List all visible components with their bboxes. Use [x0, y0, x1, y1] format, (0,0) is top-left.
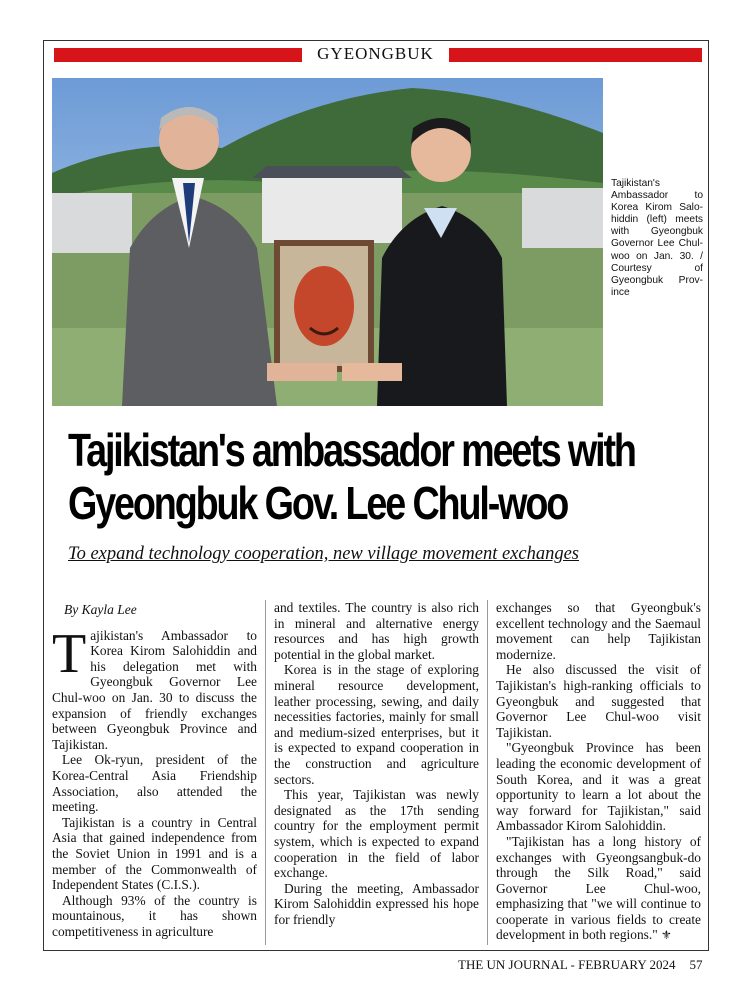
end-mark-icon: ⚜ [661, 928, 672, 943]
article-column-1 [52, 600, 257, 939]
page-footer [458, 957, 703, 973]
paragraph: Tajikistan is a country in Central Asia that gained independence from the Soviet Union in 1991 and is a member of the Commonwealth of Independent States (C.I.S.). [52, 814, 257, 893]
column-divider [487, 600, 488, 945]
section-bar-right [449, 48, 702, 62]
article-column-3 [496, 600, 701, 944]
subheadline: To expand technology cooperation, new village movement exchanges [68, 544, 580, 564]
page-number: 57 [689, 957, 703, 972]
paragraph-text: "Tajikistan has a long history of exchanges with Gyeongsangbuk-do through the Silk Road," said Governor Lee Chul-woo, emphasizing that "we will continue to cooperate in various fields to create development in both regions." [496, 833, 701, 943]
meeting-photo-illustration [52, 78, 603, 406]
drop-cap: T [52, 622, 87, 685]
paragraph: Although 93% of the country is mountainous, it has shown competitiveness in agriculture [52, 892, 257, 939]
photo-caption: Tajikistan's Ambassador to Korea Kirom Salo-hiddin (left) meets with Gyeongbuk Governor Lee Chul-woo on Jan. 30. / Courtesy of Gyeongbuk Prov-ince [611, 178, 703, 298]
article-column-2 [274, 600, 479, 927]
paragraph: During the meeting, Ambassador Kirom Salohiddin expressed his hope for friendly [274, 880, 479, 927]
paragraph: Lee Ok-ryun, president of the Korea-Central Asia Friendship Association, also attended the meeting. [52, 752, 257, 815]
paragraph: and textiles. The country is also rich in mineral and alternative energy resources and has high growth potential in the global market. [274, 600, 479, 662]
byline: By Kayla Lee [64, 602, 137, 617]
section-label: GYEONGBUK [317, 44, 434, 63]
article-photo [52, 78, 603, 406]
paragraph [496, 834, 701, 944]
headline [68, 424, 635, 530]
column-divider [265, 600, 266, 945]
paragraph: Korea is in the stage of exploring mineral resource development, leather processing, sewing, and daily necessities factories, mainly for small and medium-sized enterprises, but it is expected to expand cooperation in the construction and agriculture sectors. [274, 662, 479, 787]
paragraph: This year, Tajikistan was newly designated as the 17th sending country for the employment permit system, which is expected to expand cooperation in the field of labor exchange. [274, 787, 479, 881]
paragraph [52, 622, 257, 753]
paragraph: exchanges so that Gyeongbuk's excellent technology and the Saemaul movement can help Tajikistan modernize. [496, 600, 701, 662]
paragraph-text: ajikistan's Ambassador to Korea Kirom Salohiddin and his delegation met with Gyeongbuk Governor Lee Chul-woo on Jan. 30 to discuss the expansion of friendly exchanges between Gyeongbuk Province and Tajikistan. [52, 627, 257, 752]
headline-line-1: Tajikistan's ambassador meets with [68, 424, 635, 476]
paragraph: He also discussed the visit of Tajikistan's high-ranking officials to Gyeongbuk and suggested that Governor Lee Chul-woo visit Tajikistan. [496, 662, 701, 740]
publication-name: THE UN JOURNAL - FEBRUARY 2024 [458, 957, 676, 972]
headline-line-2: Gyeongbuk Gov. Lee Chul-woo [68, 477, 568, 529]
section-bar-left [54, 48, 302, 62]
paragraph: "Gyeongbuk Province has been leading the economic development of South Korea, and it was a great opportunity to learn a lot about the way forward for Tajikistan," said Ambassador Kirom Salohiddin. [496, 740, 701, 834]
